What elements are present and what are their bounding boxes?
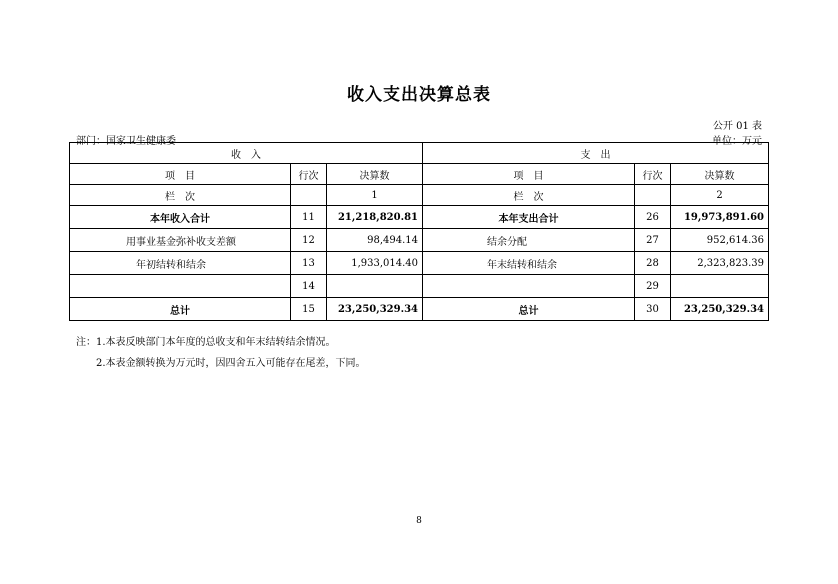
income-amount: 1,933,014.40 [327,252,423,275]
expense-total-amount: 23,250,329.34 [671,298,769,321]
income-column-line-cell [291,185,327,206]
income-amount-header: 决算数 [327,164,423,185]
expense-line: 26 [635,206,671,229]
table-row [70,229,769,252]
income-amount: 21,218,820.81 [327,206,423,229]
expense-amount: 952,614.36 [671,229,769,252]
income-column-number: 1 [327,185,423,206]
income-line: 14 [291,275,327,298]
income-item: 年初结转和结余 [70,252,291,275]
income-item [70,275,291,298]
unit-label: 单位：万元 [712,136,762,147]
column-number-row [70,185,769,206]
expense-item-header: 项 目 [423,164,635,185]
expense-line: 29 [635,275,671,298]
income-item: 用事业基金弥补收支差额 [70,229,291,252]
income-total-amount: 23,250,329.34 [327,298,423,321]
note-2: 2.本表金额转换为万元时，因四舍五入可能存在尾差，下同。 [96,358,366,369]
expense-total-label: 总计 [423,298,635,321]
page-title: 收入支出决算总表 [347,85,491,105]
expense-item: 结余分配 [423,229,635,252]
income-line: 11 [291,206,327,229]
expense-amount: 2,323,823.39 [671,252,769,275]
expense-amount: 19,973,891.60 [671,206,769,229]
income-item-header: 项 目 [70,164,291,185]
income-line: 12 [291,229,327,252]
expense-column-number: 2 [671,185,769,206]
table-row [70,252,769,275]
income-amount [327,275,423,298]
department-label: 部门：国家卫生健康委 [76,136,176,147]
expense-line-header: 行次 [635,164,671,185]
note-1: 注：1.本表反映部门本年度的总收支和年末结转结余情况。 [76,337,336,348]
income-column-label: 栏 次 [70,185,291,206]
table-row [70,275,769,298]
header-row-groups [70,143,769,164]
income-amount: 98,494.14 [327,229,423,252]
expense-group-header: 支 出 [423,143,769,164]
income-expense-table [69,142,769,321]
income-item: 本年收入合计 [70,206,291,229]
expense-column-label: 栏 次 [423,185,635,206]
expense-item [423,275,635,298]
income-total-line: 15 [291,298,327,321]
expense-total-line: 30 [635,298,671,321]
expense-item: 年末结转和结余 [423,252,635,275]
income-line-header: 行次 [291,164,327,185]
income-group-header: 收 入 [70,143,423,164]
expense-line: 27 [635,229,671,252]
income-total-label: 总计 [70,298,291,321]
page-number: 8 [416,516,422,526]
expense-column-line-cell [635,185,671,206]
expense-amount-header: 决算数 [671,164,769,185]
expense-line: 28 [635,252,671,275]
expense-item: 本年支出合计 [423,206,635,229]
expense-amount [671,275,769,298]
total-row [70,298,769,321]
income-line: 13 [291,252,327,275]
table-row [70,206,769,229]
form-number: 公开 01 表 [712,121,762,132]
header-row-columns [70,164,769,185]
